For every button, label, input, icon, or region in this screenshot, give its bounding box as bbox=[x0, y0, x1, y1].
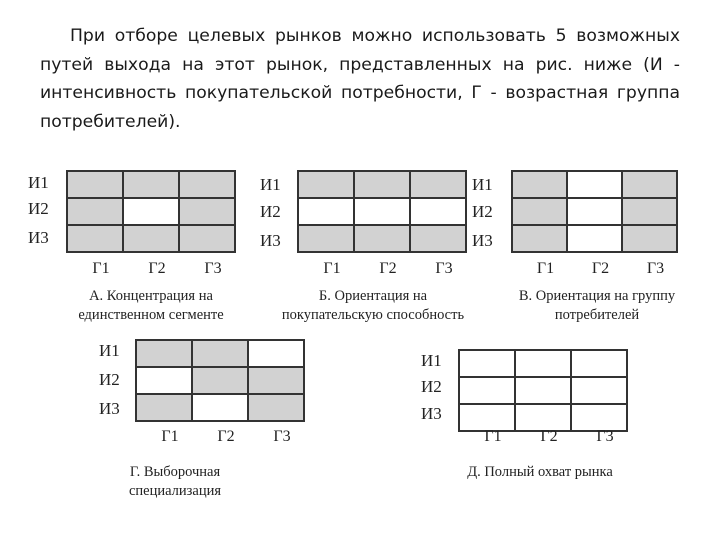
diagram-e-grid-row bbox=[459, 404, 627, 431]
diagram-c-cell-filled bbox=[622, 171, 677, 198]
diagram-d-caption bbox=[105, 463, 245, 501]
diagram-a-caption bbox=[56, 287, 246, 325]
diagram-d-cell-empty bbox=[192, 394, 248, 421]
diagram-d-cell-filled bbox=[248, 367, 304, 394]
diagram-c-caption-line: В. Ориентация на группу bbox=[518, 288, 676, 304]
diagram-d-cell-filled bbox=[136, 394, 192, 421]
diagram-c-cell-filled bbox=[512, 225, 567, 252]
diagram-b-grid-row bbox=[298, 171, 466, 198]
diagram-d-row-label: И3 bbox=[99, 399, 120, 418]
diagram-b-grid bbox=[297, 170, 467, 253]
diagram-d-col-label: Г3 bbox=[273, 428, 291, 445]
diagram-d-row-label: И1 bbox=[99, 341, 120, 360]
diagram-e-cell-empty bbox=[571, 377, 627, 404]
diagram-a-cell-filled bbox=[179, 171, 235, 198]
diagram-d-grid-row bbox=[136, 340, 304, 367]
diagram-d-col-label: Г1 bbox=[161, 428, 179, 445]
diagram-a-cell-filled bbox=[67, 198, 123, 225]
diagram-d-grid bbox=[135, 339, 305, 422]
diagram-b-caption bbox=[262, 287, 484, 325]
diagram-c-cell-filled bbox=[512, 171, 567, 198]
diagram-b-cell-empty bbox=[354, 198, 410, 225]
diagram-e-cell-empty bbox=[571, 350, 627, 377]
diagram-b-row-label: И1 bbox=[260, 175, 281, 194]
diagram-a-grid-row bbox=[67, 171, 235, 198]
diagram-a-caption-line: А. Концентрация на bbox=[89, 288, 213, 304]
diagram-d-cell-filled bbox=[192, 340, 248, 367]
diagram-d-cell-empty bbox=[136, 367, 192, 394]
diagram-e-cell-empty bbox=[459, 350, 515, 377]
diagram-c-cell-empty bbox=[567, 198, 622, 225]
diagram-c-grid-row bbox=[512, 171, 677, 198]
diagram-e-row-label: И2 bbox=[421, 377, 442, 396]
diagram-b-cell-filled bbox=[354, 225, 410, 252]
diagram-b-cell-filled bbox=[410, 171, 466, 198]
diagram-d-row-label: И2 bbox=[99, 370, 120, 389]
diagram-b-cell-filled bbox=[354, 171, 410, 198]
diagram-e-cell-empty bbox=[571, 404, 627, 431]
diagram-a-row-label: И3 bbox=[28, 228, 49, 247]
diagram-a-cell-filled bbox=[67, 225, 123, 252]
diagram-c-col-label: Г3 bbox=[646, 260, 665, 277]
diagram-d-cell-filled bbox=[192, 367, 248, 394]
diagram-e-grid-row bbox=[459, 350, 627, 377]
diagram-e-grid bbox=[458, 349, 628, 432]
diagram-b-caption-line: покупательскую способность bbox=[281, 307, 465, 323]
intro-paragraph: При отборе целевых рынков можно использовать 5 возможных путей выхода на этот рынок, представленных на рис. ниже (И - интенсивность покупательской потребности, Г - возрастная группа потребителей). bbox=[40, 26, 680, 132]
diagram-a-caption-line: единственном сегменте bbox=[78, 307, 224, 323]
diagram-b-cell-filled bbox=[298, 225, 354, 252]
diagram-c-col-label: Г2 bbox=[591, 260, 610, 277]
diagram-e-cell-empty bbox=[515, 377, 571, 404]
diagram-c-caption bbox=[497, 287, 697, 325]
diagram-c-row-label: И3 bbox=[472, 231, 493, 250]
diagram-b-grid-row bbox=[298, 225, 466, 252]
diagram-e-grid-row bbox=[459, 377, 627, 404]
diagram-c-cell-filled bbox=[622, 198, 677, 225]
diagram-b-col-label: Г1 bbox=[323, 260, 341, 277]
diagram-a-col-label: Г3 bbox=[204, 260, 222, 277]
diagram-d-col-label: Г2 bbox=[217, 428, 235, 445]
diagram-a-cell-filled bbox=[123, 171, 179, 198]
diagram-a-cell-filled bbox=[179, 198, 235, 225]
diagram-e-col-label: Г3 bbox=[596, 428, 614, 445]
diagram-c-grid-row bbox=[512, 198, 677, 225]
diagram-a-grid bbox=[66, 170, 236, 253]
diagram-c-col-label: Г1 bbox=[536, 260, 555, 277]
diagram-a-cell-filled bbox=[123, 225, 179, 252]
diagram-c-grid bbox=[511, 170, 678, 253]
diagram-b-cell-empty bbox=[410, 198, 466, 225]
diagram-b-col-label: Г2 bbox=[379, 260, 397, 277]
diagram-d-cell-filled bbox=[248, 394, 304, 421]
diagram-d-cell-empty bbox=[248, 340, 304, 367]
diagram-d-caption-line: Г. Выборочная bbox=[129, 464, 221, 480]
diagram-b-grid-row bbox=[298, 198, 466, 225]
diagram-e-caption bbox=[440, 463, 640, 482]
diagram-c-cell-filled bbox=[512, 198, 567, 225]
diagram-e-row-label: И3 bbox=[421, 404, 442, 423]
diagram-b-row-label: И3 bbox=[260, 231, 281, 250]
diagram-d-grid-row bbox=[136, 394, 304, 421]
diagram-b-cell-empty bbox=[298, 198, 354, 225]
diagram-d-caption-line: специализация bbox=[128, 483, 222, 499]
diagram-a-grid-row bbox=[67, 225, 235, 252]
diagram-b-cell-filled bbox=[298, 171, 354, 198]
diagram-a-grid-row bbox=[67, 198, 235, 225]
diagram-a-cell-filled bbox=[67, 171, 123, 198]
diagram-e-row-label: И1 bbox=[421, 351, 442, 370]
diagram-b-row-label: И2 bbox=[260, 202, 281, 221]
diagram-b-col-label: Г3 bbox=[435, 260, 453, 277]
diagram-a-cell-empty bbox=[123, 198, 179, 225]
diagram-c-row-label: И1 bbox=[472, 175, 493, 194]
diagram-a-cell-filled bbox=[179, 225, 235, 252]
diagram-a-col-label: Г2 bbox=[148, 260, 166, 277]
diagram-d-grid-row bbox=[136, 367, 304, 394]
diagram-c-cell-filled bbox=[622, 225, 677, 252]
diagram-c-cell-empty bbox=[567, 171, 622, 198]
diagram-c-grid-row bbox=[512, 225, 677, 252]
diagram-b-caption-line: Б. Ориентация на bbox=[318, 288, 428, 304]
diagram-d-cell-filled bbox=[136, 340, 192, 367]
diagram-e-cell-empty bbox=[515, 404, 571, 431]
diagram-c-caption-line: потребителей bbox=[554, 307, 640, 323]
diagram-a-col-label: Г1 bbox=[92, 260, 110, 277]
diagram-a-row-label: И1 bbox=[28, 173, 49, 192]
diagram-e-col-label: Г1 bbox=[484, 428, 502, 445]
diagram-b-cell-filled bbox=[410, 225, 466, 252]
diagram-c-row-label: И2 bbox=[472, 202, 493, 221]
diagram-e-cell-empty bbox=[459, 404, 515, 431]
diagram-c-cell-empty bbox=[567, 225, 622, 252]
diagram-a-row-label: И2 bbox=[28, 199, 49, 218]
diagram-e-cell-empty bbox=[459, 377, 515, 404]
diagram-e-col-label: Г2 bbox=[540, 428, 558, 445]
diagram-e-caption-line: Д. Полный охват рынка bbox=[467, 464, 613, 480]
diagram-e-cell-empty bbox=[515, 350, 571, 377]
